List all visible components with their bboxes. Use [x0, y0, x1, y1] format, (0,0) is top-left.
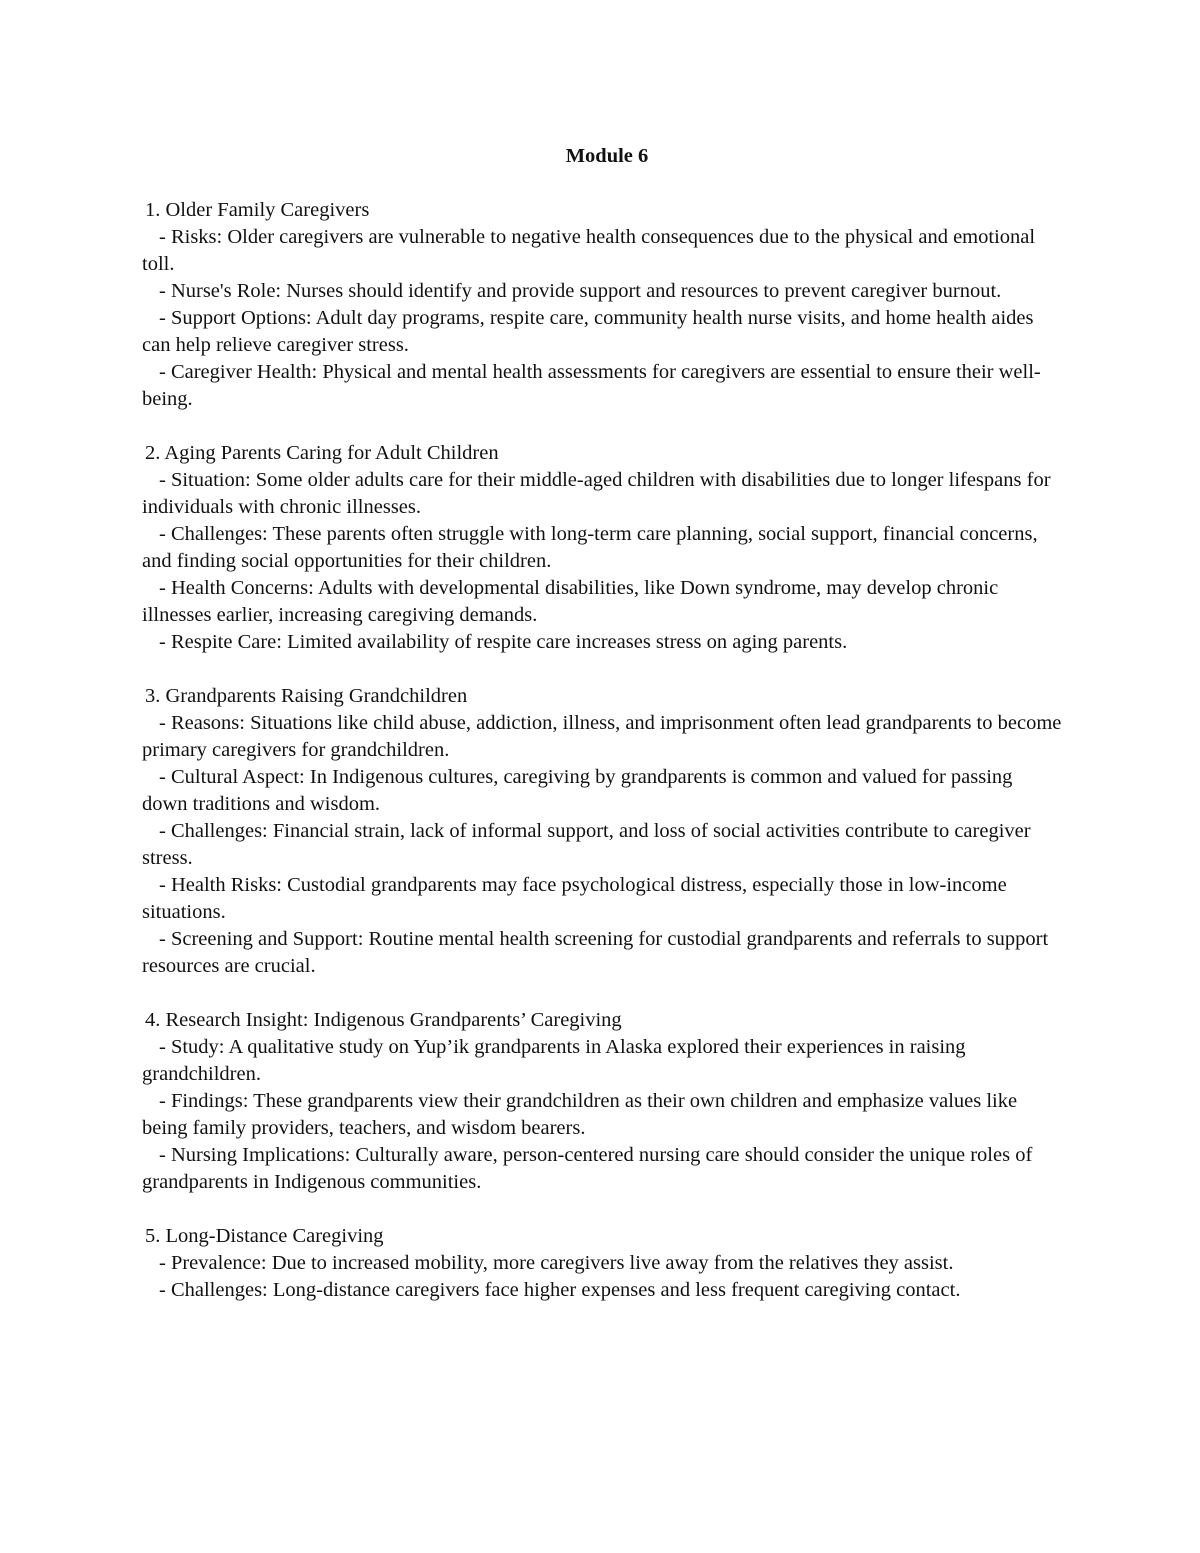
section-research-insight: [142, 1007, 1062, 1196]
list-item: - Prevalence: Due to increased mobility, more caregivers live away from the relatives they assist.: [159, 1252, 954, 1274]
list-item: - Respite Care: Limited availability of respite care increases stress on aging parents.: [159, 631, 848, 653]
list-item: - Health Concerns: Adults with developmental disabilities, like Down syndrome, may develop chronic illnesses earlier, increasing caregiving demands.: [142, 577, 999, 626]
list-item: - Challenges: Long-distance caregivers face higher expenses and less frequent caregiving contact.: [159, 1279, 961, 1301]
list-item: - Nurse's Role: Nurses should identify and provide support and resources to prevent caregiver burnout.: [159, 280, 1002, 302]
list-item: - Findings: These grandparents view their grandchildren as their own children and emphasize values like being family providers, teachers, and wisdom bearers.: [142, 1090, 1018, 1139]
list-item: - Reasons: Situations like child abuse, addiction, illness, and imprisonment often lead grandparents to become primary caregivers for grandchildren.: [142, 712, 1062, 761]
section-long-distance-caregiving: [142, 1223, 1062, 1304]
section-older-family-caregivers: [142, 197, 1062, 413]
section-heading: 4. Research Insight: Indigenous Grandparents’ Caregiving: [145, 1009, 622, 1031]
section-heading: 5. Long-Distance Caregiving: [145, 1225, 384, 1247]
list-item: - Support Options: Adult day programs, respite care, community health nurse visits, and home health aides can help relieve caregiver stress.: [142, 307, 1034, 356]
list-item: - Risks: Older caregivers are vulnerable to negative health consequences due to the physical and emotional toll.: [142, 226, 1036, 275]
list-item: - Study: A qualitative study on Yup’ik grandparents in Alaska explored their experiences in raising grandchildren.: [142, 1036, 966, 1085]
document-page: [142, 143, 1062, 1331]
section-grandparents-raising-grandchildren: [142, 683, 1062, 980]
section-heading: 3. Grandparents Raising Grandchildren: [145, 685, 468, 707]
list-item: - Situation: Some older adults care for their middle-aged children with disabilities due to longer lifespans for individuals with chronic illnesses.: [142, 469, 1051, 518]
list-item: - Nursing Implications: Culturally aware, person-centered nursing care should consider the unique roles of grandparents in Indigenous communities.: [142, 1144, 1033, 1193]
list-item: - Challenges: Financial strain, lack of informal support, and loss of social activities contribute to caregiver stress.: [142, 820, 1031, 869]
list-item: - Health Risks: Custodial grandparents may face psychological distress, especially those in low-income situations.: [142, 874, 1007, 923]
list-item: - Caregiver Health: Physical and mental health assessments for caregivers are essential to ensure their well-being.: [142, 361, 1041, 410]
document-title: Module 6: [565, 145, 649, 167]
section-aging-parents: [142, 440, 1062, 656]
list-item: - Screening and Support: Routine mental health screening for custodial grandparents and referrals to support resources are crucial.: [142, 928, 1049, 977]
list-item: - Challenges: These parents often struggle with long-term care planning, social support, financial concerns, and finding social opportunities for their children.: [142, 523, 1038, 572]
section-heading: 1. Older Family Caregivers: [145, 199, 370, 221]
list-item: - Cultural Aspect: In Indigenous cultures, caregiving by grandparents is common and valued for passing down traditions and wisdom.: [142, 766, 1013, 815]
section-heading: 2. Aging Parents Caring for Adult Children: [145, 442, 499, 464]
